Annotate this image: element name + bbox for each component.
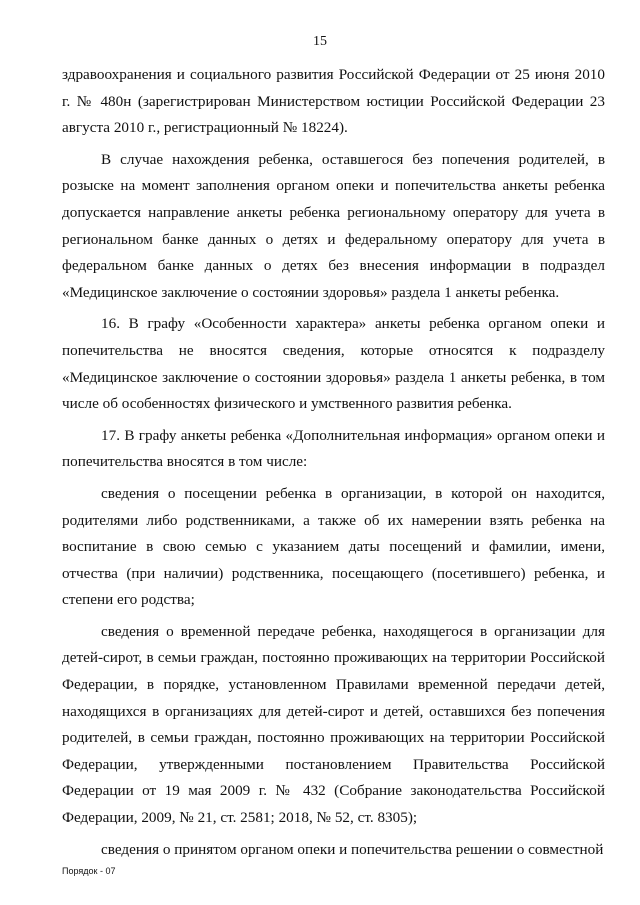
footer-label: Порядок - 07 — [62, 866, 116, 876]
paragraph-search-case: В случае нахождения ребенка, оставшегося без попечения родителей, в розыске на момент заполнения органом опеки и попечительства анкеты ребенка допускается направление анкеты ребенка региональному оператору для учета в региональном банке данных о детях и федеральному оператору для учета в федеральном банке данных о детях без внесения информации в подраздел «Медицинское заключение о состоянии здоровья» раздела 1 анкеты ребенка. — [62, 150, 605, 301]
paragraph-continuation: здравоохранения и социального развития Российской Федерации от 25 июня 2010 г. № 480н (зарегистрирован Министерством юстиции Российской Федерации 23 августа 2010 г., регистрационный № 18224). — [62, 66, 605, 137]
paragraph-item-17: 17. В графу анкеты ребенка «Дополнительная информация» органом опеки и попечительства вносятся в том числе: — [62, 426, 605, 471]
paragraph-temporary-transfer: сведения о временной передаче ребенка, находящегося в организации для детей-сирот, в семьи граждан, постоянно проживающих на территории Российской Федерации, в порядке, установленном Правилами временной передачи детей, находящихся в организациях для детей-сирот и детей, оставшихся без попечения родителей, в семьи граждан, постоянно проживающих на территории Российской Федерации, утвержденными постановлением Правительства Российской Федерации от 19 мая 2009 г. № 432 (Собрание законодательства Российской Федерации, 2009, № 21, ст. 2581; 2018, № 52, ст. 8305); — [62, 622, 605, 827]
paragraph-item-16: 16. В графу «Особенности характера» анкеты ребенка органом опеки и попечительства не вносятся сведения, которые относятся к подразделу «Медицинское заключение о состоянии здоровья» раздела 1 анкеты ребенка, в том числе об особенностях физического и умственного развития ребенка. — [62, 315, 605, 413]
paragraph-visits-info: сведения о посещении ребенка в организации, в которой он находится, родителями либо родственниками, а также об их намерении взять ребенка на воспитание в свою семью с указанием даты посещений и фамилии, имени, отчества (при наличии) родственника, посещающего (посетившего) ребенка, и степени его родства; — [62, 484, 605, 609]
paragraph-joint-decision: сведения о принятом органом опеки и попечительства решении о совместной — [101, 840, 604, 858]
document-body — [62, 62, 605, 863]
page-number: 15 — [313, 34, 327, 49]
